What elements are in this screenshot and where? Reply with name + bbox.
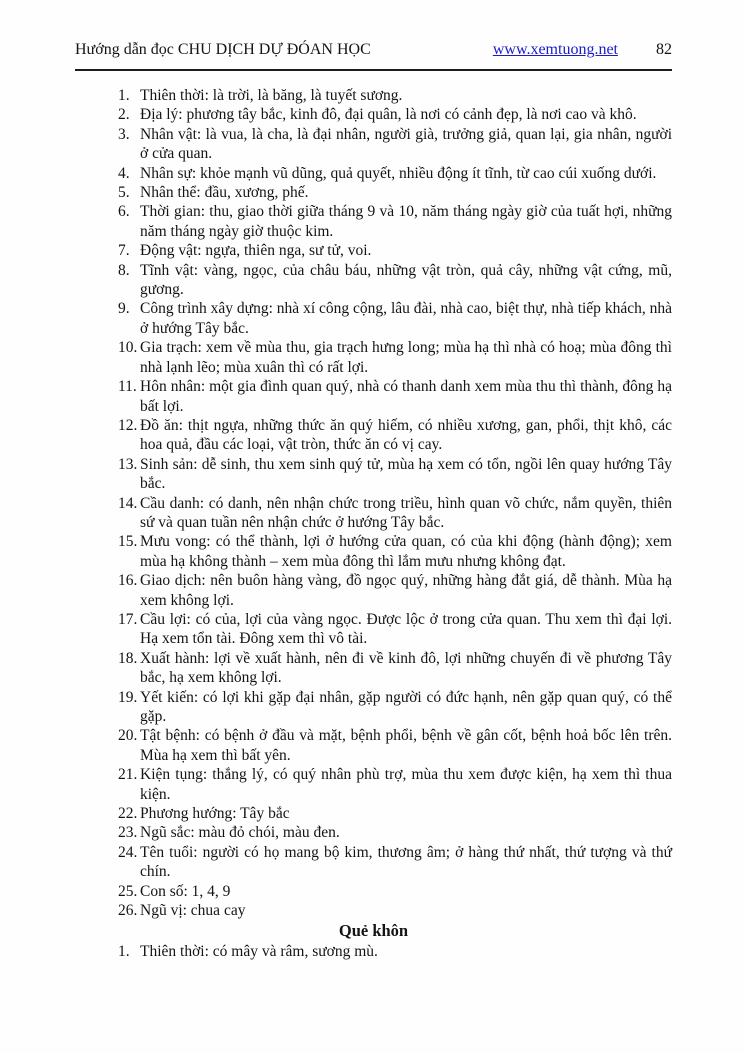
item-text: Thiên thời: có mây và râm, sương mù. — [140, 943, 378, 961]
item-text: Con số: 1, 4, 9 — [140, 882, 231, 900]
header-rule — [75, 69, 672, 71]
list-item — [118, 241, 672, 260]
item-text: Phương hướng: Tây bắc — [140, 805, 290, 823]
list-item — [118, 688, 672, 727]
item-text: Giao dịch: nên buôn hàng vàng, đồ ngọc quý, những hàng đắt giá, dễ thành. Mùa hạ xem không lợi. — [140, 572, 672, 609]
item-text: Yết kiến: có lợi khi gặp đại nhân, gặp người có đức hạnh, nên gặp quan quý, có thể gặp. — [140, 688, 672, 725]
list-item — [118, 765, 672, 804]
item-number: 3. — [118, 125, 130, 143]
list-item — [118, 416, 672, 455]
item-text: Gia trạch: xem về mùa thu, gia trạch hưng long; mùa hạ thì nhà có hoạ; mùa đông thì nhà lạnh lẽo; mùa xuân thì có rất lợi. — [140, 339, 672, 376]
item-text: Tĩnh vật: vàng, ngọc, của châu báu, những vật tròn, quả cây, những vật cứng, mũ, gương. — [140, 261, 672, 299]
item-text: Công trình xây dựng: nhà xí công cộng, lâu đài, nhà cao, biệt thự, nhà tiếp khách, nhà ở hướng Tây bắc. — [140, 300, 672, 337]
page-number: 82 — [656, 41, 672, 58]
header-title: Hướng dẫn đọc CHU DỊCH DỰ ĐÓAN HỌC — [75, 41, 371, 58]
item-number: 1. — [118, 87, 130, 104]
item-number: 15. — [118, 533, 138, 551]
item-text: Ngũ sắc: màu đỏ chói, màu đen. — [140, 824, 340, 842]
item-text: Động vật: ngựa, thiên nga, sư tử, voi. — [140, 242, 372, 260]
item-text: Nhân vật: là vua, là cha, là đại nhân, người già, trưởng giả, quan lại, gia nhân, người ở cửa quan. — [140, 125, 672, 163]
list-item — [118, 804, 672, 823]
list-item — [118, 882, 672, 901]
list-item — [118, 202, 672, 241]
list-item — [118, 843, 672, 882]
list-item — [118, 455, 672, 494]
list-item — [118, 649, 672, 688]
list-item — [118, 726, 672, 765]
list-item — [118, 105, 672, 124]
item-number: 22. — [118, 805, 138, 823]
item-number: 2. — [118, 106, 130, 124]
item-text: Cầu lợi: có của, lợi của vàng ngọc. Được lộc ở trong cửa quan. Thu xem thì đại lợi. Hạ xem tổn tài. Đông xem thì vô tài. — [140, 610, 672, 648]
page-header — [75, 40, 672, 60]
item-number: 18. — [118, 649, 138, 667]
item-text: Cầu danh: có danh, nên nhận chức trong triều, hình quan võ chức, nắm quyền, thiên sứ và quan tuần nên nhận chức ở hướng Tây bắc. — [140, 494, 672, 531]
item-number: 21. — [118, 766, 138, 784]
list-item — [118, 610, 672, 649]
item-number: 5. — [118, 184, 130, 202]
list-item — [118, 942, 672, 961]
header-link[interactable]: www.xemtuong.net — [492, 41, 618, 58]
item-number: 12. — [118, 416, 138, 434]
item-text: Ngũ vị: chua cay — [140, 902, 246, 920]
item-number: 11. — [118, 378, 137, 396]
item-number: 25. — [118, 882, 138, 900]
list-item — [118, 338, 672, 377]
item-number: 13. — [118, 455, 138, 473]
list-item — [118, 532, 672, 571]
item-number: 24. — [118, 843, 138, 861]
list-item — [118, 125, 672, 164]
item-text: Thời gian: thu, giao thời giữa tháng 9 và 10, năm tháng ngày giờ của tuất hợi, những năm tháng ngày giờ thuộc kim. — [140, 203, 672, 240]
item-text: Sinh sản: dễ sinh, thu xem sinh quý tử, mùa hạ xem có tổn, ngồi lên quay hướng Tây bắc. — [140, 455, 672, 493]
item-text: Nhân thể: đầu, xương, phế. — [140, 184, 309, 202]
que-can-list — [118, 86, 672, 920]
list-item — [118, 86, 672, 105]
header-right — [493, 40, 672, 60]
item-text: Đồ ăn: thịt ngựa, những thức ăn quý hiếm, có nhiều xương, gan, phổi, thịt khô, các hoa quả, đầu các loại, vật tròn, thức ăn có vị cay. — [140, 416, 672, 454]
item-number: 9. — [118, 300, 130, 318]
list-item — [118, 571, 672, 610]
list-item — [118, 299, 672, 338]
item-number: 16. — [118, 572, 138, 590]
item-number: 6. — [118, 203, 130, 221]
list-item — [118, 901, 672, 920]
list-item — [118, 494, 672, 533]
que-khon-list — [118, 942, 672, 961]
item-number: 23. — [118, 824, 138, 842]
item-number: 4. — [118, 164, 130, 182]
section-heading: Quẻ khôn — [338, 921, 409, 941]
item-text: Địa lý: phương tây bắc, kinh đô, đại quân, là nơi có cảnh đẹp, là nơi cao và khô. — [140, 106, 637, 124]
item-text: Mưu vong: có thể thành, lợi ở hướng cửa quan, có của khi động (hành động); xem mùa hạ không thành – xem mùa đông thì lắm mưu nhưng không đạt. — [140, 533, 672, 570]
item-text: Hôn nhân: một gia đình quan quý, nhà có thanh danh xem mùa thu thì thành, đông hạ bất lợi. — [140, 378, 672, 415]
item-number: 7. — [118, 242, 130, 260]
item-number: 10. — [118, 339, 138, 357]
item-text: Nhân sự: khỏe mạnh vũ dũng, quả quyết, nhiều động ít tĩnh, từ cao cúi xuống dưới. — [140, 164, 657, 182]
item-number: 1. — [118, 943, 130, 961]
list-item — [118, 183, 672, 202]
list-item — [118, 823, 672, 842]
item-text: Thiên thời: là trời, là băng, là tuyết sương. — [140, 87, 403, 104]
item-text: Kiện tụng: thắng lý, có quý nhân phù trợ, mùa thu xem được kiện, hạ xem thì thua kiện. — [140, 766, 672, 803]
item-number: 8. — [118, 261, 130, 279]
list-item — [118, 261, 672, 300]
list-item — [118, 377, 672, 416]
item-text: Xuất hành: lợi về xuất hành, nên đi về kinh đô, lợi những chuyến đi về phương Tây bắc, hạ xem không lợi. — [140, 649, 672, 687]
item-number: 26. — [118, 902, 138, 920]
list-item — [118, 164, 672, 183]
item-number: 20. — [118, 727, 138, 745]
item-number: 14. — [118, 494, 138, 512]
item-number: 19. — [118, 688, 138, 706]
item-text: Tật bệnh: có bệnh ở đầu và mặt, bệnh phổi, bệnh về gân cốt, bệnh hoả bốc lên trên. Mùa hạ xem thì bất yên. — [140, 727, 672, 764]
item-number: 17. — [118, 610, 138, 628]
item-text: Tên tuổi: người có họ mang bộ kim, thương âm; ở hàng thứ nhất, thứ tượng và thứ chín. — [140, 843, 672, 881]
